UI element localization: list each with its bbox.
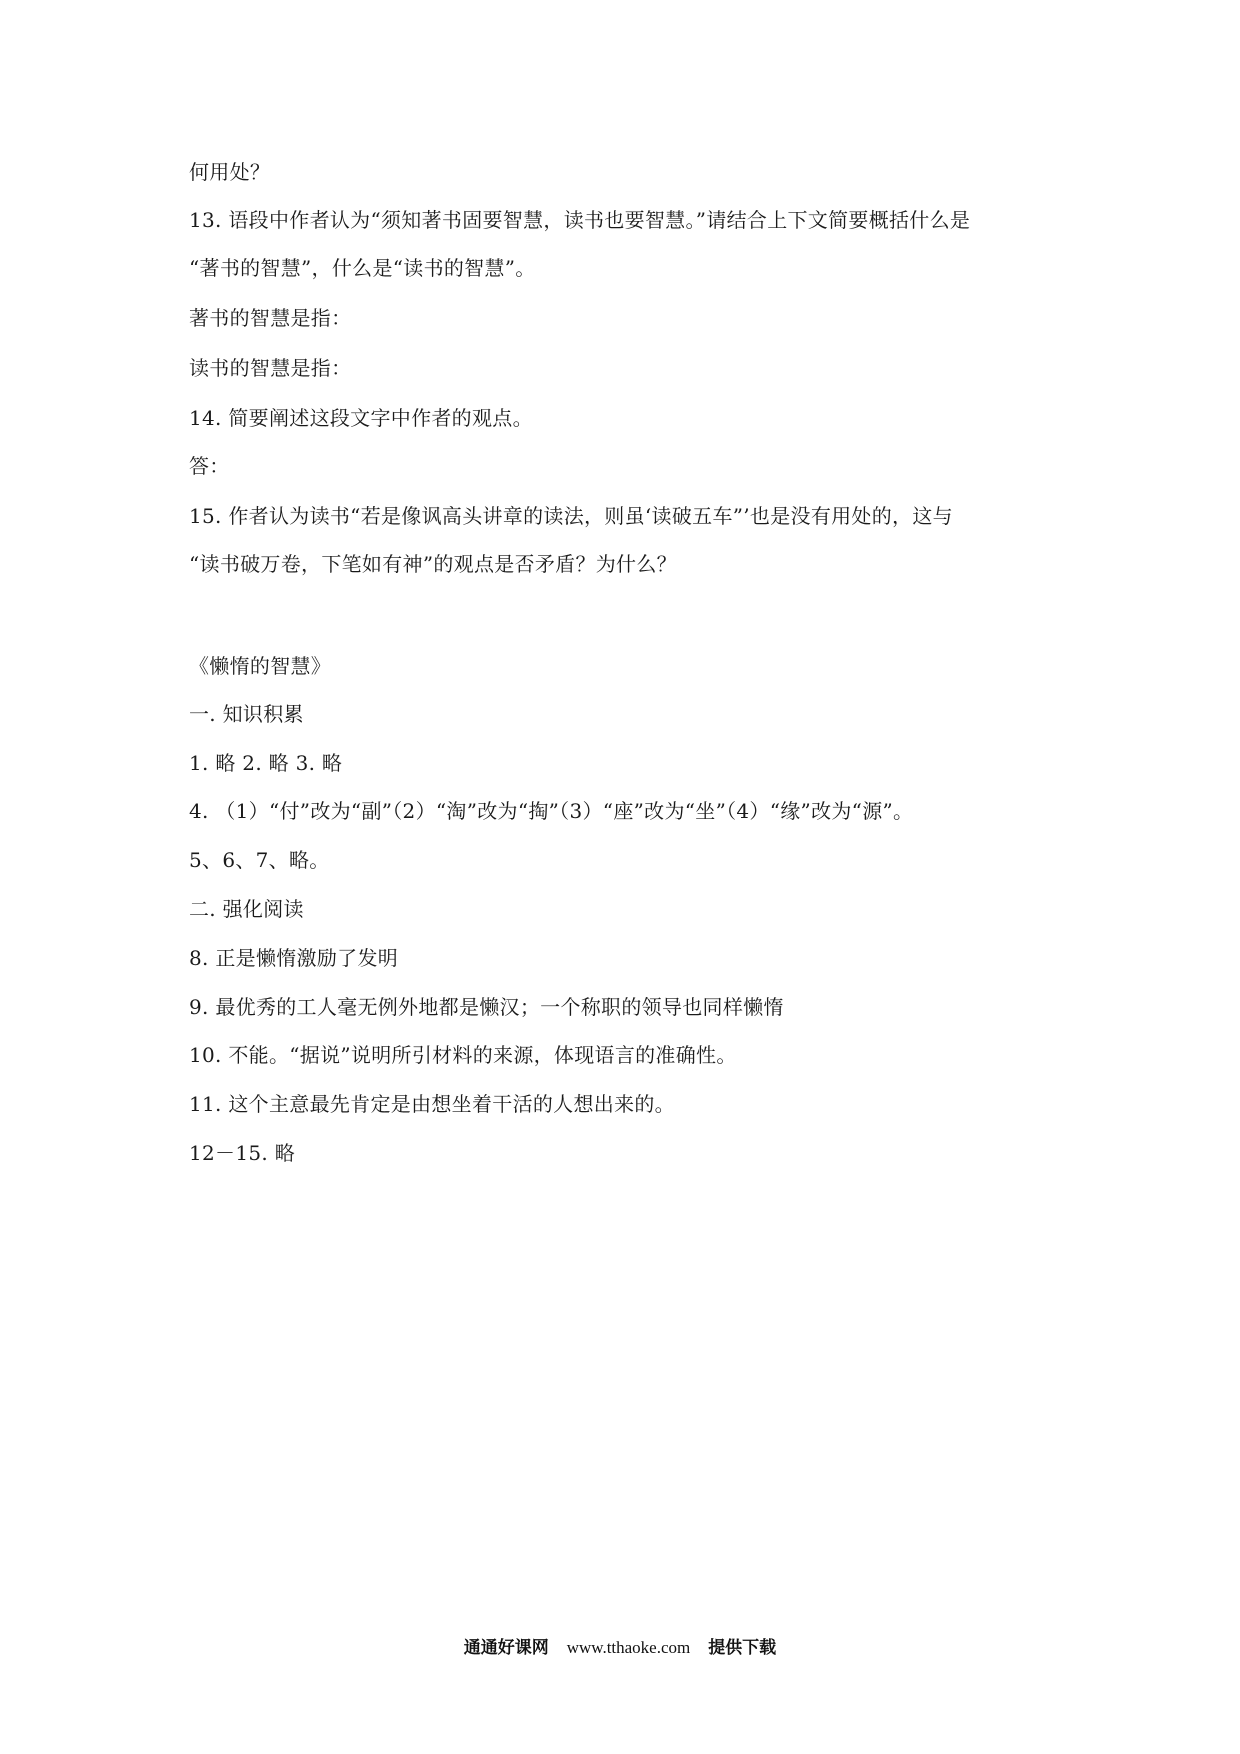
q13-answer-prompt-1: 著书的智慧是指： [189, 306, 352, 330]
footer-url-link[interactable]: www.tthaoke.com [566, 1638, 691, 1657]
answer-5-7: 5、6、7、略。 [189, 848, 330, 872]
footer-suffix: 提供下载 [708, 1638, 777, 1658]
answers-title: 《懒惰的智慧》 [189, 654, 332, 678]
q15-line1: 15. 作者认为读书“若是像讽高头讲章的读法，则虽‘读破五车”’也是没有用处的，这与 [189, 504, 953, 528]
page-footer [0, 1636, 1240, 1660]
answer-9: 9. 最优秀的工人毫无例外地都是懒汉；一个称职的领导也同样懒惰 [189, 995, 784, 1019]
q15-line2: “读书破万卷，下笔如有神”的观点是否矛盾？为什么？ [189, 552, 677, 576]
answer-4: 4. （1）“付”改为“副”（2）“淘”改为“掏”（3）“座”改为“坐”（4）“缘”改为“源”。 [189, 799, 914, 823]
q12-tail-text: 何用处？ [189, 160, 271, 184]
q14-text: 14. 简要阐述这段文字中作者的观点。 [189, 406, 533, 430]
answer-11: 11. 这个主意最先肯定是由想坐着干活的人想出来的。 [189, 1092, 675, 1116]
answer-10: 10. 不能。“据说”说明所引材料的来源，体现语言的准确性。 [189, 1043, 737, 1067]
q14-answer-prompt: 答： [189, 454, 230, 478]
answer-8: 8. 正是懒惰激励了发明 [189, 946, 399, 970]
section-1-heading: 一. 知识积累 [189, 702, 304, 726]
answer-1-3: 1. 略 2. 略 3. 略 [189, 751, 343, 775]
q13-answer-prompt-2: 读书的智慧是指： [189, 356, 352, 380]
answer-12-15: 12－15. 略 [189, 1141, 296, 1165]
footer-site-name: 通通好课网 [463, 1638, 549, 1658]
q13-line1: 13. 语段中作者认为“须知著书固要智慧，读书也要智慧。”请结合上下文简要概括什么是 [189, 208, 971, 232]
section-2-heading: 二. 强化阅读 [189, 897, 304, 921]
q13-line2: “著书的智慧”，什么是“读书的智慧”。 [189, 256, 536, 280]
